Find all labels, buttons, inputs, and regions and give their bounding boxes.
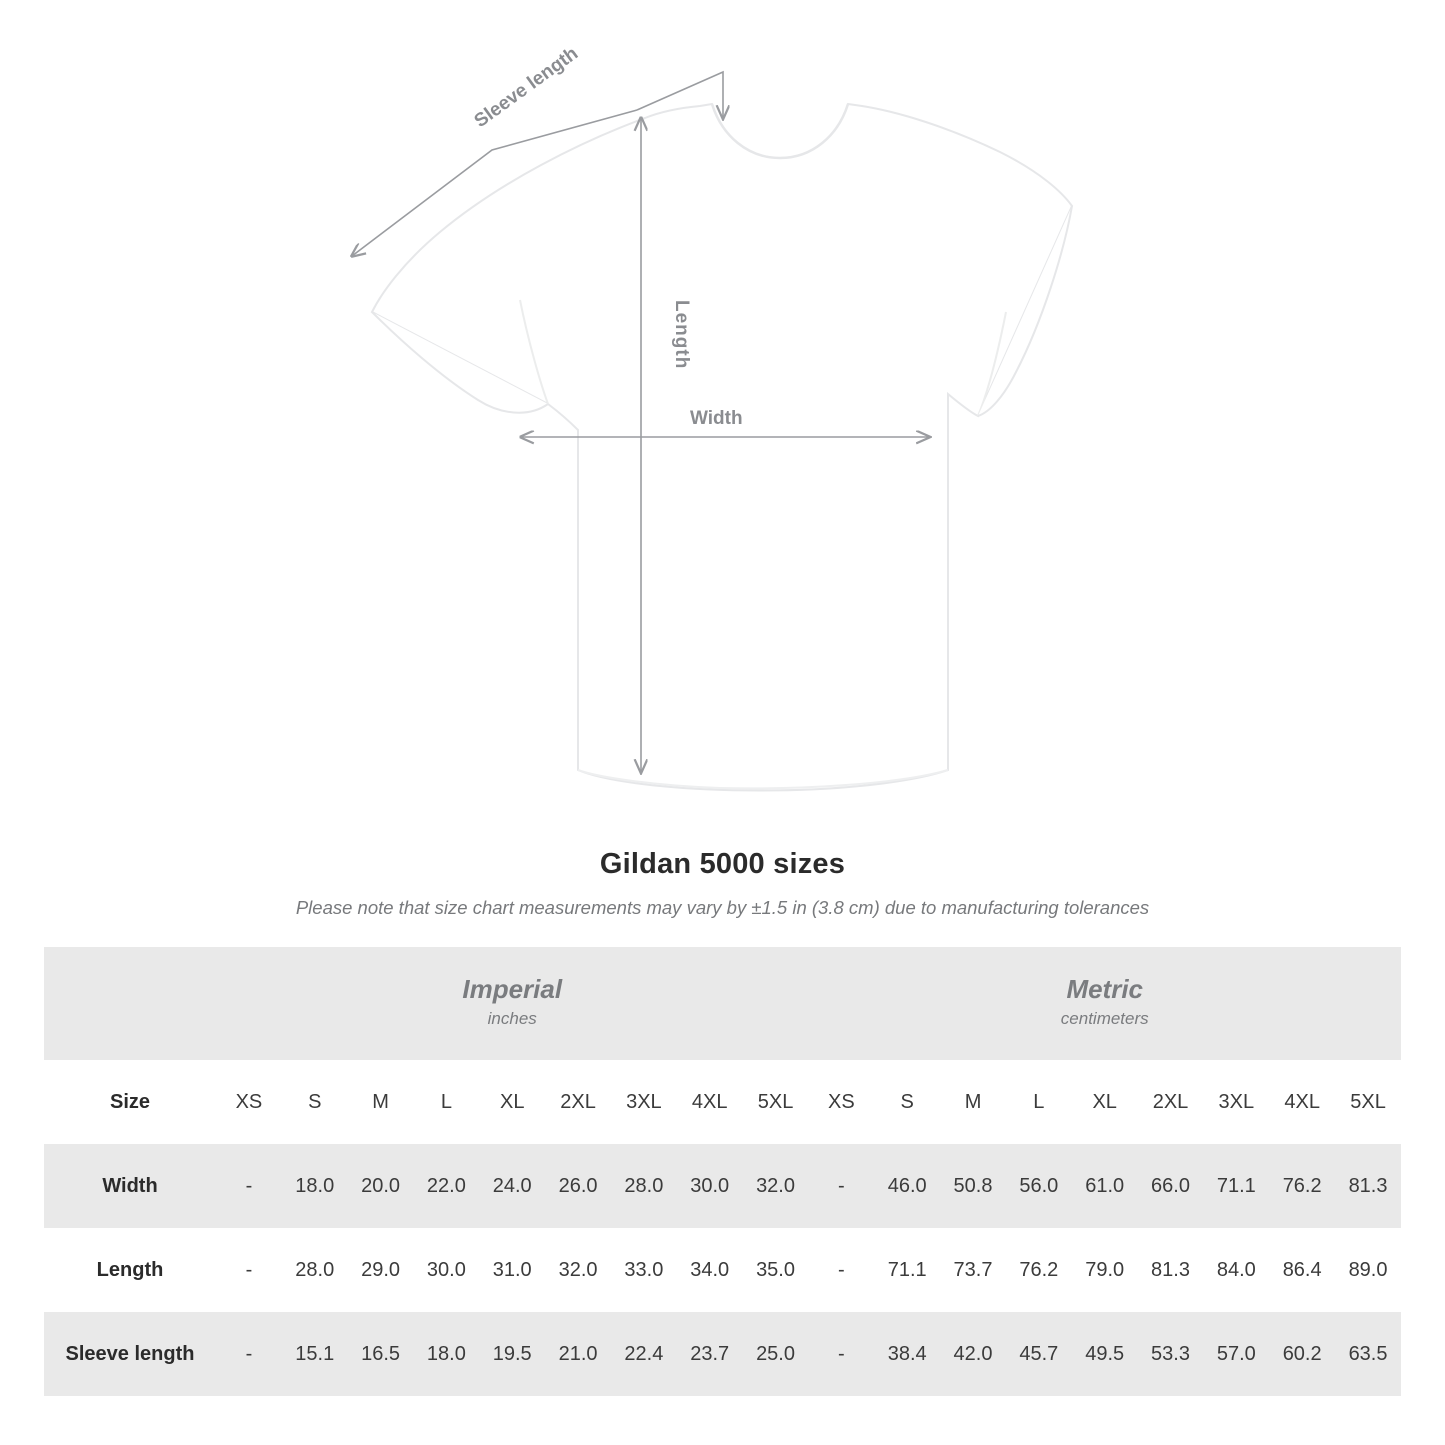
cell-width-imp-4xl: 30.0 bbox=[677, 1144, 743, 1228]
cell-length-imp-s: 28.0 bbox=[282, 1228, 348, 1312]
cell-sleeve-imp-xs: - bbox=[216, 1312, 282, 1396]
size-header-imp-4xl: 4XL bbox=[677, 1060, 743, 1144]
page-title: Gildan 5000 sizes bbox=[599, 848, 846, 880]
size-header-row bbox=[44, 1060, 1401, 1144]
size-header-met-5xl: 5XL bbox=[1335, 1060, 1401, 1144]
cell-width-imp-l: 22.0 bbox=[413, 1144, 479, 1228]
sleeve-length-label: Sleeve length bbox=[470, 43, 583, 133]
size-header-met-m: M bbox=[940, 1060, 1006, 1144]
size-header-met-xl: XL bbox=[1072, 1060, 1138, 1144]
cell-width-met-4xl: 76.2 bbox=[1269, 1144, 1335, 1228]
cell-length-imp-4xl: 34.0 bbox=[677, 1228, 743, 1312]
cell-sleeve-imp-l: 18.0 bbox=[413, 1312, 479, 1396]
table-row bbox=[44, 1312, 1401, 1396]
unit-group-metric bbox=[808, 947, 1401, 1060]
table-row bbox=[44, 1228, 1401, 1312]
cell-width-imp-xs: - bbox=[216, 1144, 282, 1228]
length-label: Length bbox=[671, 300, 692, 370]
cell-sleeve-imp-s: 15.1 bbox=[282, 1312, 348, 1396]
cell-sleeve-met-m: 42.0 bbox=[940, 1312, 1006, 1396]
cell-length-met-xs: - bbox=[808, 1228, 874, 1312]
cell-width-imp-xl: 24.0 bbox=[479, 1144, 545, 1228]
unit-group-imperial-name: Imperial bbox=[462, 973, 563, 1004]
size-header-met-3xl: 3XL bbox=[1203, 1060, 1269, 1144]
row-label-length: Length bbox=[44, 1228, 216, 1312]
cell-length-imp-xs: - bbox=[216, 1228, 282, 1312]
cell-length-met-4xl: 86.4 bbox=[1269, 1228, 1335, 1312]
size-header-met-s: S bbox=[874, 1060, 940, 1144]
cell-sleeve-imp-xl: 19.5 bbox=[479, 1312, 545, 1396]
unit-group-metric-sub: centimeters bbox=[1060, 1008, 1149, 1028]
cell-length-imp-xl: 31.0 bbox=[479, 1228, 545, 1312]
size-header-imp-xs: XS bbox=[216, 1060, 282, 1144]
cell-width-met-xl: 61.0 bbox=[1072, 1144, 1138, 1228]
size-header-imp-l: L bbox=[413, 1060, 479, 1144]
unit-header-row bbox=[44, 947, 1401, 1060]
row-label-width: Width bbox=[44, 1144, 216, 1228]
cell-sleeve-imp-5xl: 25.0 bbox=[743, 1312, 809, 1396]
unit-group-metric-name: Metric bbox=[1066, 973, 1144, 1004]
cell-sleeve-met-2xl: 53.3 bbox=[1138, 1312, 1204, 1396]
cell-width-imp-3xl: 28.0 bbox=[611, 1144, 677, 1228]
cell-length-imp-2xl: 32.0 bbox=[545, 1228, 611, 1312]
cell-width-met-5xl: 81.3 bbox=[1335, 1144, 1401, 1228]
size-header-imp-xl: XL bbox=[479, 1060, 545, 1144]
cell-width-met-xs: - bbox=[808, 1144, 874, 1228]
size-header-label: Size bbox=[44, 1060, 216, 1144]
cell-width-met-l: 56.0 bbox=[1006, 1144, 1072, 1228]
cell-length-met-s: 71.1 bbox=[874, 1228, 940, 1312]
cell-width-imp-s: 18.0 bbox=[282, 1144, 348, 1228]
cell-sleeve-imp-m: 16.5 bbox=[348, 1312, 414, 1396]
size-header-imp-5xl: 5XL bbox=[743, 1060, 809, 1144]
size-header-met-2xl: 2XL bbox=[1138, 1060, 1204, 1144]
cell-sleeve-met-4xl: 60.2 bbox=[1269, 1312, 1335, 1396]
size-header-met-l: L bbox=[1006, 1060, 1072, 1144]
cell-sleeve-imp-2xl: 21.0 bbox=[545, 1312, 611, 1396]
cell-width-imp-2xl: 26.0 bbox=[545, 1144, 611, 1228]
cell-sleeve-met-3xl: 57.0 bbox=[1203, 1312, 1269, 1396]
cell-sleeve-met-s: 38.4 bbox=[874, 1312, 940, 1396]
cell-sleeve-imp-3xl: 22.4 bbox=[611, 1312, 677, 1396]
cell-length-imp-5xl: 35.0 bbox=[743, 1228, 809, 1312]
row-label-sleeve-length: Sleeve length bbox=[44, 1312, 216, 1396]
unit-row-spacer bbox=[44, 947, 216, 1060]
cell-width-imp-m: 20.0 bbox=[348, 1144, 414, 1228]
size-table-container bbox=[44, 947, 1401, 1396]
unit-group-imperial bbox=[216, 947, 808, 1060]
cell-sleeve-met-5xl: 63.5 bbox=[1335, 1312, 1401, 1396]
cell-width-met-s: 46.0 bbox=[874, 1144, 940, 1228]
cell-length-met-2xl: 81.3 bbox=[1138, 1228, 1204, 1312]
cell-length-met-xl: 79.0 bbox=[1072, 1228, 1138, 1312]
tolerance-note: Please note that size chart measurements may vary by ±1.5 in (3.8 cm) due to manufacturing tolerances bbox=[295, 897, 1150, 918]
cell-length-met-l: 76.2 bbox=[1006, 1228, 1072, 1312]
size-table bbox=[44, 947, 1401, 1396]
tshirt-shape bbox=[372, 104, 1072, 791]
cell-sleeve-met-xs: - bbox=[808, 1312, 874, 1396]
cell-length-imp-l: 30.0 bbox=[413, 1228, 479, 1312]
cell-length-met-3xl: 84.0 bbox=[1203, 1228, 1269, 1312]
unit-group-imperial-sub: inches bbox=[487, 1008, 537, 1028]
size-header-imp-s: S bbox=[282, 1060, 348, 1144]
cell-sleeve-imp-4xl: 23.7 bbox=[677, 1312, 743, 1396]
cell-length-met-m: 73.7 bbox=[940, 1228, 1006, 1312]
cell-sleeve-met-l: 45.7 bbox=[1006, 1312, 1072, 1396]
cell-width-imp-5xl: 32.0 bbox=[743, 1144, 809, 1228]
cell-width-met-3xl: 71.1 bbox=[1203, 1144, 1269, 1228]
table-row bbox=[44, 1144, 1401, 1228]
cell-length-imp-m: 29.0 bbox=[348, 1228, 414, 1312]
size-header-imp-3xl: 3XL bbox=[611, 1060, 677, 1144]
cell-length-imp-3xl: 33.0 bbox=[611, 1228, 677, 1312]
cell-sleeve-met-xl: 49.5 bbox=[1072, 1312, 1138, 1396]
cell-length-met-5xl: 89.0 bbox=[1335, 1228, 1401, 1312]
cell-width-met-m: 50.8 bbox=[940, 1144, 1006, 1228]
size-header-imp-2xl: 2XL bbox=[545, 1060, 611, 1144]
width-label: Width bbox=[690, 408, 743, 429]
cell-width-met-2xl: 66.0 bbox=[1138, 1144, 1204, 1228]
size-header-met-4xl: 4XL bbox=[1269, 1060, 1335, 1144]
size-header-met-xs: XS bbox=[808, 1060, 874, 1144]
size-header-imp-m: M bbox=[348, 1060, 414, 1144]
